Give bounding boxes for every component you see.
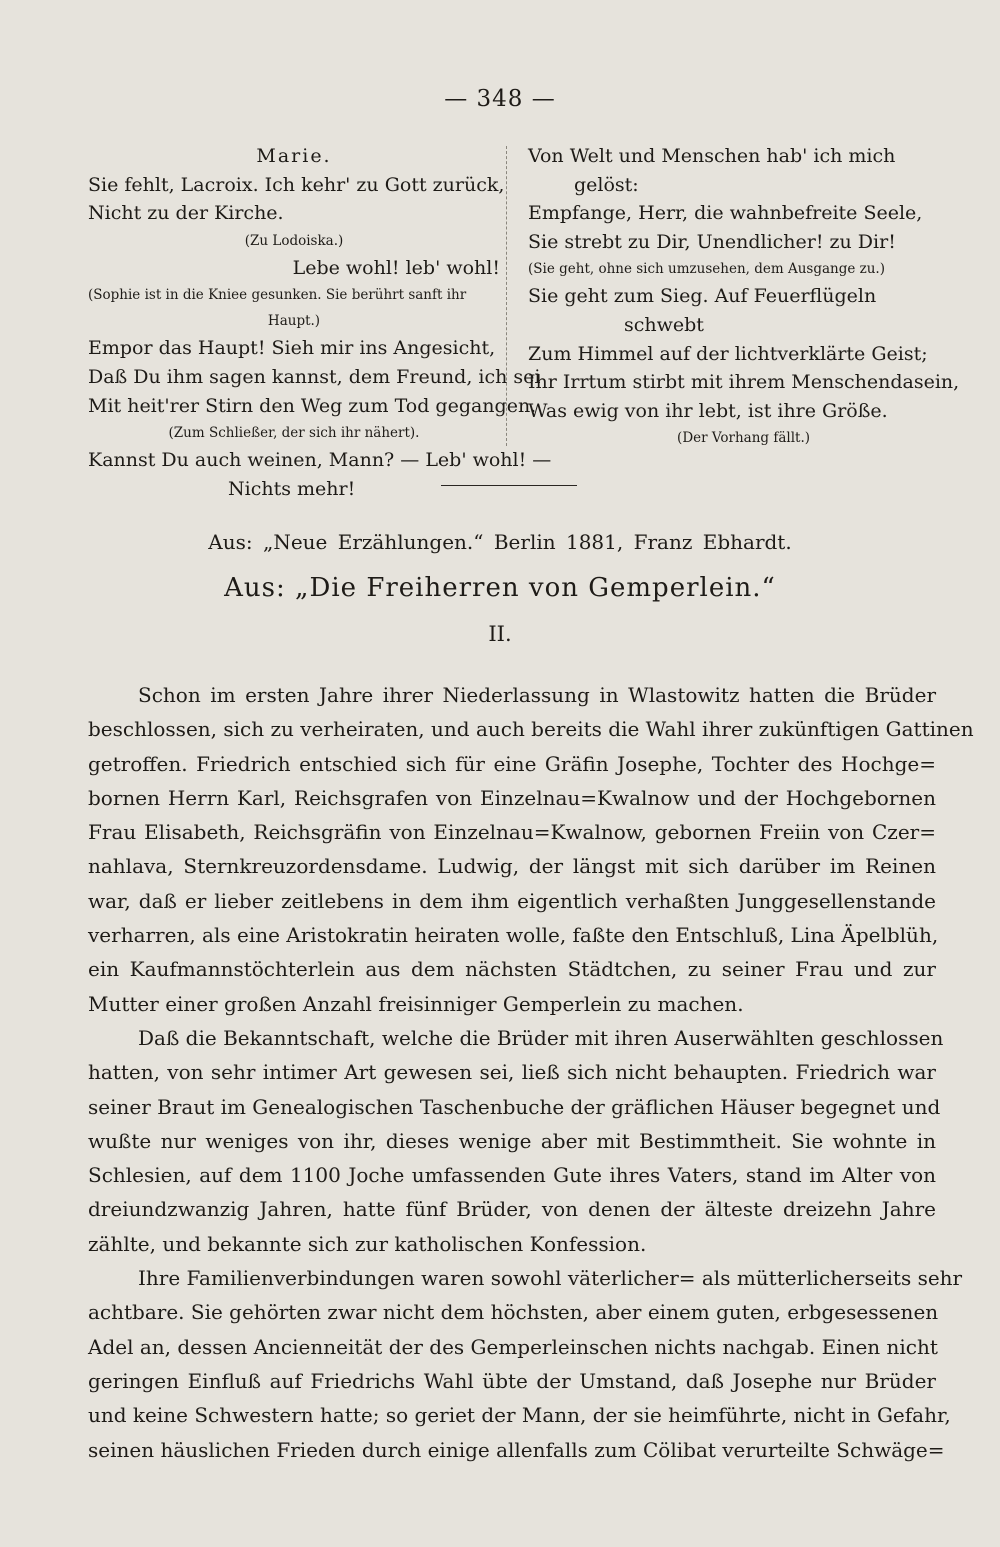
verse-line: Mit heit'rer Stirn den Weg zum Tod gegangen. (88, 394, 537, 417)
verse-line: Zum Himmel auf der lichtverklärte Geist; (528, 342, 928, 365)
verse-line: Sie fehlt, Lacroix. Ich kehr' zu Gott zurück, (88, 173, 505, 196)
verse-line: Ihr Irrtum stirbt mit ihrem Menschendasein, (528, 371, 960, 394)
verse-line: Was ewig von ihr lebt, ist ihre Größe. (528, 399, 888, 422)
prose-line: beschlossen, sich zu verheiraten, und auch bereits die Wahl ihrer zukünftigen Gattinen (88, 717, 974, 742)
prose-line: seinen häuslichen Frieden durch einige allenfalls zum Cölibat verurteilte Schwäge= (88, 1437, 945, 1462)
stage-direction: (Der Vorhang fällt.) (677, 430, 810, 447)
stage-direction: Haupt.) (267, 313, 321, 330)
stage-direction: (Sie geht, ohne sich umzusehen, dem Ausgange zu.) (528, 261, 885, 278)
prose-line: dreiundzwanzig Jahren, hatte fünf Brüder, von denen der älteste dreizehn Jahre (88, 1197, 936, 1222)
column-brace-divider (506, 146, 517, 446)
prose-line: nahlava, Sternkreuzordensdame. Ludwig, der längst mit sich darüber im Reinen (88, 854, 936, 879)
verse-line: Nichts mehr! (228, 477, 356, 500)
section-divider (441, 485, 577, 486)
verse-line: schwebt (624, 313, 704, 336)
prose-line: getroffen. Friedrich entschied sich für eine Gräfin Josephe, Tochter des Hochge= (88, 751, 936, 776)
right-verse-column (528, 142, 960, 451)
verse-line: Sie strebt zu Dir, Unendlicher! zu Dir! (528, 230, 896, 253)
prose-line: Mutter einer großen Anzahl freisinniger Gemperlein zu machen. (88, 991, 744, 1016)
verse-line: Daß Du ihm sagen kannst, dem Freund, ich sei (88, 365, 541, 388)
speaker-name: Marie. (256, 145, 332, 167)
verse-line: Kannst Du auch weinen, Mann? — Leb' wohl! — (88, 449, 552, 472)
prose-line: Schlesien, auf dem 1100 Joche umfassenden Gute ihres Vaters, stand im Alter von (88, 1163, 936, 1188)
prose-line: bornen Herrn Karl, Reichsgrafen von Einzelnau=Kwalnow und der Hochgebornen (88, 785, 936, 810)
prose-line: Ihre Familienverbindungen waren sowohl väterlicher= als mütterlicherseits sehr (138, 1266, 963, 1291)
prose-line: hatten, von sehr intimer Art gewesen sei, ließ sich nicht behaupten. Friedrich war (88, 1060, 936, 1085)
left-verse-column (88, 142, 552, 503)
chapter-number: II. (488, 622, 512, 646)
prose-line: war, daß er lieber zeitlebens in dem ihm eigentlich verhaßten Junggesellenstande (88, 888, 936, 913)
verse-line: gelöst: (574, 173, 639, 196)
prose-line: verharren, als eine Aristokratin heiraten wolle, faßte den Entschluß, Lina Äpelblüh, (88, 923, 939, 948)
verse-line: Empfange, Herr, die wahnbefreite Seele, (528, 202, 923, 225)
stage-direction: (Sophie ist in die Kniee gesunken. Sie berührt sanft ihr (88, 287, 467, 304)
prose-line: Adel an, dessen Ancienneität der des Gemperleinschen nichts nachgab. Einen nicht (88, 1334, 938, 1359)
prose-line: ein Kaufmannstöchterlein aus dem nächsten Städtchen, zu seiner Frau und zur (88, 957, 936, 982)
prose-line: und keine Schwestern hatte; so geriet der Mann, der sie heimführte, nicht in Gefahr, (88, 1403, 951, 1428)
prose-line: zählte, und bekannte sich zur katholischen Konfession. (88, 1231, 647, 1256)
prose-body (88, 678, 974, 1467)
verse-line: Nicht zu der Kirche. (88, 202, 284, 225)
verse-line: Empor das Haupt! Sieh mir ins Angesicht, (88, 337, 496, 360)
prose-line: Daß die Bekanntschaft, welche die Brüder mit ihren Auserwählten geschlossen (138, 1025, 944, 1050)
prose-line: Frau Elisabeth, Reichsgräfin von Einzelnau=Kwalnow, gebornen Freiin von Czer= (88, 820, 936, 845)
source-citation: Aus: „Neue Erzählungen.“ Berlin 1881, Franz Ebhardt. (208, 530, 792, 554)
stage-direction: (Zum Schließer, der sich ihr nähert). (168, 425, 420, 442)
stage-direction: (Zu Lodoiska.) (244, 232, 344, 249)
section-heading: Aus: „Die Freiherren von Gemperlein.“ (224, 573, 776, 603)
page-number: — 348 — (444, 86, 556, 112)
verse-line: Sie geht zum Sieg. Auf Feuerflügeln (528, 285, 877, 308)
prose-line: seiner Braut im Genealogischen Taschenbuche der gräflichen Häuser begegnet und (88, 1094, 941, 1119)
prose-line: wußte nur weniges von ihr, dieses wenige aber mit Bestimmtheit. Sie wohnte in (88, 1128, 936, 1153)
prose-line: Schon im ersten Jahre ihrer Niederlassung in Wlastowitz hatten die Brüder (138, 683, 936, 707)
verse-line: Von Welt und Menschen hab' ich mich (528, 145, 896, 167)
prose-line: geringen Einfluß auf Friedrichs Wahl übte der Umstand, daß Josephe nur Brüder (88, 1368, 936, 1393)
verse-line: Lebe wohl! leb' wohl! (292, 256, 500, 279)
prose-line: achtbare. Sie gehörten zwar nicht dem höchsten, aber einem guten, erbgesessenen (88, 1300, 939, 1325)
